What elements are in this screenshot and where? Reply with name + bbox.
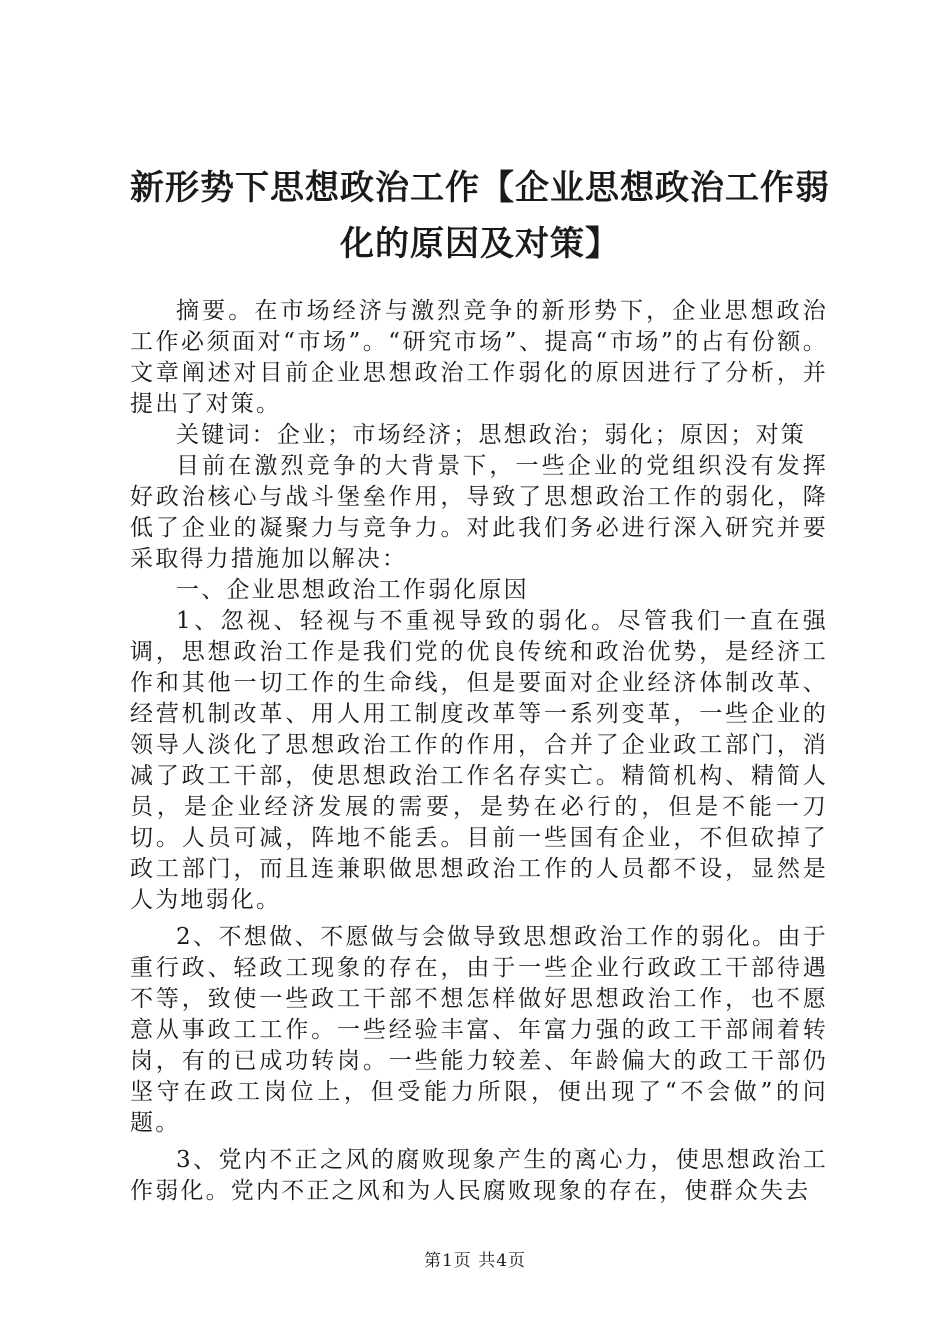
page-number-footer: 第1页 共4页 — [423, 1251, 527, 1271]
body-paragraph-2: 2、不想做、不愿做与会做导致思想政治工作的弱化。由于重行政、轻政工现象的存在，由于一些企业行政政工干部待遇不等，致使一些政工干部不想怎样做好思想政治工作，也不愿意从事政工工作。一些经验丰富、年富力强的政工干部闹着转岗，有的已成功转岗。一些能力较差、年龄偏大的政工干部仍坚守在政工岗位上，但受能力所限，便出现了“不会做”的问题。 — [130, 924, 828, 1136]
keywords-paragraph: 关键词：企业；市场经济；思想政治；弱化；原因；对策 — [176, 422, 806, 448]
body-paragraph-3: 3、党内不正之风的腐败现象产生的离心力，使思想政治工作弱化。党内不正之风和为人民腐败现象的存在，使群众失去 — [130, 1147, 828, 1204]
document-body — [130, 296, 828, 1207]
section-heading: 一、企业思想政治工作弱化原因 — [176, 577, 529, 603]
abstract-paragraph: 摘要。在市场经济与激烈竞争的新形势下，企业思想政治工作必须面对“市场”。“研究市场”、提高“市场”的占有份额。文章阐述对目前企业思想政治工作弱化的原因进行了分析，并提出了对策。 — [130, 298, 828, 417]
document-title: 新形势下思想政治工作【企业思想政治工作弱化的原因及对策】 — [130, 168, 830, 264]
intro-paragraph: 目前在激烈竞争的大背景下，一些企业的党组织没有发挥好政治核心与战斗堡垒作用，导致了思想政治工作的弱化，降低了企业的凝聚力与竞争力。对此我们务必进行深入研究并要采取得力措施加以解决： — [130, 453, 828, 572]
body-paragraph-1: 1、忽视、轻视与不重视导致的弱化。尽管我们一直在强调，思想政治工作是我们党的优良传统和政治优势，是经济工作和其他一切工作的生命线，但是要面对企业经济体制改革、经营机制改革、用人用工制度改革等一系列变革，一些企业的领导人淡化了思想政治工作的作用，合并了企业政工部门，消减了政工干部，使思想政治工作名存实亡。精简机构、精简人员，是企业经济发展的需要，是势在必行的，但是不能一刀切。人员可减，阵地不能丢。目前一些国有企业，不但砍掉了政工部门，而且连兼职做思想政治工作的人员都不设，显然是人为地弱化。 — [130, 608, 828, 913]
